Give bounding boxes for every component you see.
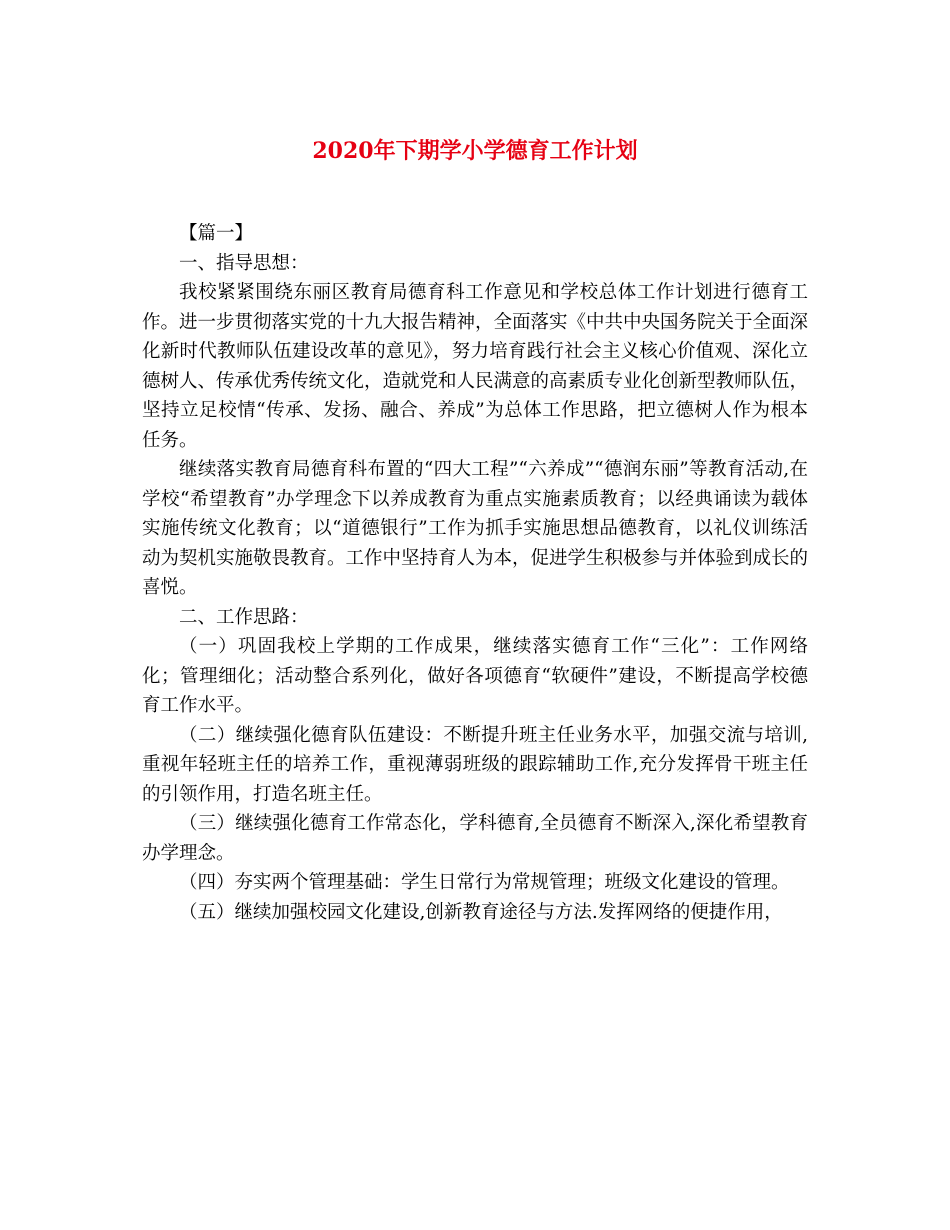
paragraph-guiding-ideology-2: 继续落实教育局德育科布置的“四大工程”“六养成”“德润东丽”等教育活动,在学校“希望教育”办学理念下以养成教育为重点实施素质教育；以经典诵读为载体实施传统文化教育；以“道德银行”工作为抓手实施思想品德教育，以礼仪训练活动为契机实施敬畏教育。工作中坚持育人为本，促进学生积极参与并体验到成长的喜悦。: [142, 459, 809, 598]
work-item-5: （五）继续加强校园文化建设,创新教育途径与方法.发挥网络的便捷作用，: [179, 901, 783, 923]
document-body: [142, 219, 808, 927]
document-title: 2020年下期学小学德育工作计划: [312, 138, 638, 164]
heading-guiding-ideology: 一、指导思想：: [179, 252, 309, 274]
paragraph-guiding-ideology-1: 我校紧紧围绕东丽区教育局德育科工作意见和学校总体工作计划进行德育工作。进一步贯彻落实党的十九大报告精神，全面落实《中共中央国务院关于全面深化新时代教师队伍建设改革的意见》，努力培育践行社会主义核心价值观、深化立德树人、传承优秀传统文化，造就党和人民满意的高素质专业化创新型教师队伍，坚持立足校情“传承、发扬、融合、养成”为总体工作思路，把立德树人作为根本任务。: [142, 282, 809, 451]
section-label: 【篇一】: [179, 223, 254, 244]
work-item-1: （一）巩固我校上学期的工作成果，继续落实德育工作“三化”：工作网络化；管理细化；活动整合系列化，做好各项德育“软硬件”建设，不断提高学校德育工作水平。: [142, 636, 808, 716]
heading-work-approach: 二、工作思路：: [179, 606, 309, 628]
work-item-4: （四）夯实两个管理基础：学生日常行为常规管理；班级文化建设的管理。: [179, 872, 790, 893]
work-item-2: （二）继续强化德育队伍建设：不断提升班主任业务水平，加强交流与培训,重视年轻班主任的培养工作，重视薄弱班级的跟踪辅助工作,充分发挥骨干班主任的引领作用，打造名班主任。: [142, 724, 808, 805]
work-item-3: （三）继续强化德育工作常态化，学科德育,全员德育不断深入,深化希望教育办学理念。: [142, 813, 808, 864]
